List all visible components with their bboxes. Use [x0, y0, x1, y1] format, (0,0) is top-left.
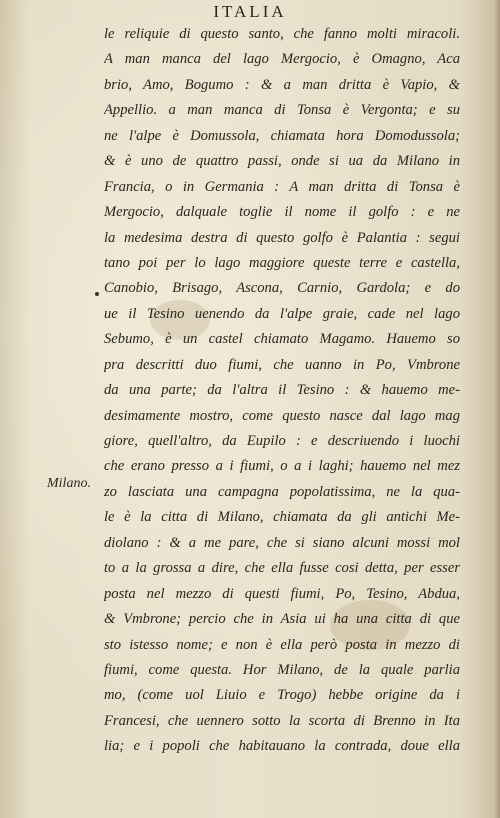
text-line: mo, (come uol Liuio e Trogo) hebbe origine da i — [104, 687, 460, 704]
text-line: Appellio. a man manca di Tonsa è Vergonta; e su — [104, 102, 460, 119]
text-line: tano poi per lo lago maggiore queste terre e castella, — [104, 254, 460, 271]
text-line: giore, quell'altro, da Eupilo : e descriuendo i luochi — [104, 433, 460, 449]
text-line: A man manca del lago Mergocio, è Omagno, Aca — [104, 51, 460, 68]
margin-mark — [95, 292, 99, 296]
running-head: ITALIA — [213, 2, 287, 21]
text-line: da una parte; da l'altra il Tesino : & hauemo me- — [104, 382, 460, 399]
text-line: zo lasciata una campagna popolatissima, ne la qua- — [104, 483, 460, 500]
text-line: fiumi, come questa. Hor Milano, de la quale parlia — [104, 661, 460, 678]
text-line: le reliquie di questo santo, che fanno molti miracoli. — [104, 26, 460, 42]
text-line: ne l'alpe è Domussola, chiamata hora Domodussola; — [104, 127, 460, 144]
text-line: Francia, o in Germania : A man dritta di Tonsa è — [104, 178, 460, 195]
margin-note: Milano. — [47, 476, 91, 491]
text-line: & Vmbrone; percio che in Asia ui ha una citta di que — [104, 611, 460, 628]
text-line: che erano presso a i fiumi, o a i laghi; hauemo nel mez — [104, 458, 460, 475]
text-line: posta nel mezzo di questi fiumi, Po, Tesino, Abdua, — [104, 585, 460, 602]
text-line: Francesi, che uennero sotto la scorta di Brenno in Ita — [104, 712, 460, 729]
text-line: brio, Amo, Bogumo : & a man dritta è Vapio, & — [104, 76, 460, 93]
text-line: Sebumo, è un castel chiamato Magamo. Hauemo so — [104, 331, 460, 348]
body-text — [104, 22, 460, 760]
text-line: desimamente mostro, come questo nasce dal lago mag — [104, 407, 460, 424]
page-edge-shadow — [494, 0, 500, 818]
text-line: Canobio, Brisago, Ascona, Carnio, Gardola; e do — [104, 280, 460, 297]
text-line: & è uno de quattro passi, onde si ua da Milano in — [104, 153, 460, 170]
text-line: Mergocio, dalquale toglie il nome il golfo : e ne — [104, 204, 460, 221]
text-line: pra descritti duo fiumi, che uanno in Po, Vmbrone — [104, 356, 460, 373]
text-line: to a la grossa a dire, che ella fusse cosi detta, per esser — [104, 560, 460, 577]
text-line: le è la citta di Milano, chiamata da gli antichi Me- — [104, 509, 460, 526]
text-line: ue il Tesino uenendo da l'alpe graie, cade nel lago — [104, 305, 460, 322]
text-line: diolano : & a me pare, che si siano alcuni mossi mol — [104, 534, 460, 551]
text-line: lia; e i popoli che habitauano la contrada, doue ella — [104, 738, 460, 755]
text-line: la medesima destra di questo golfo è Palantia : segui — [104, 229, 460, 246]
text-line: sto istesso nome; e non è ella però posta in mezzo di — [104, 636, 460, 653]
